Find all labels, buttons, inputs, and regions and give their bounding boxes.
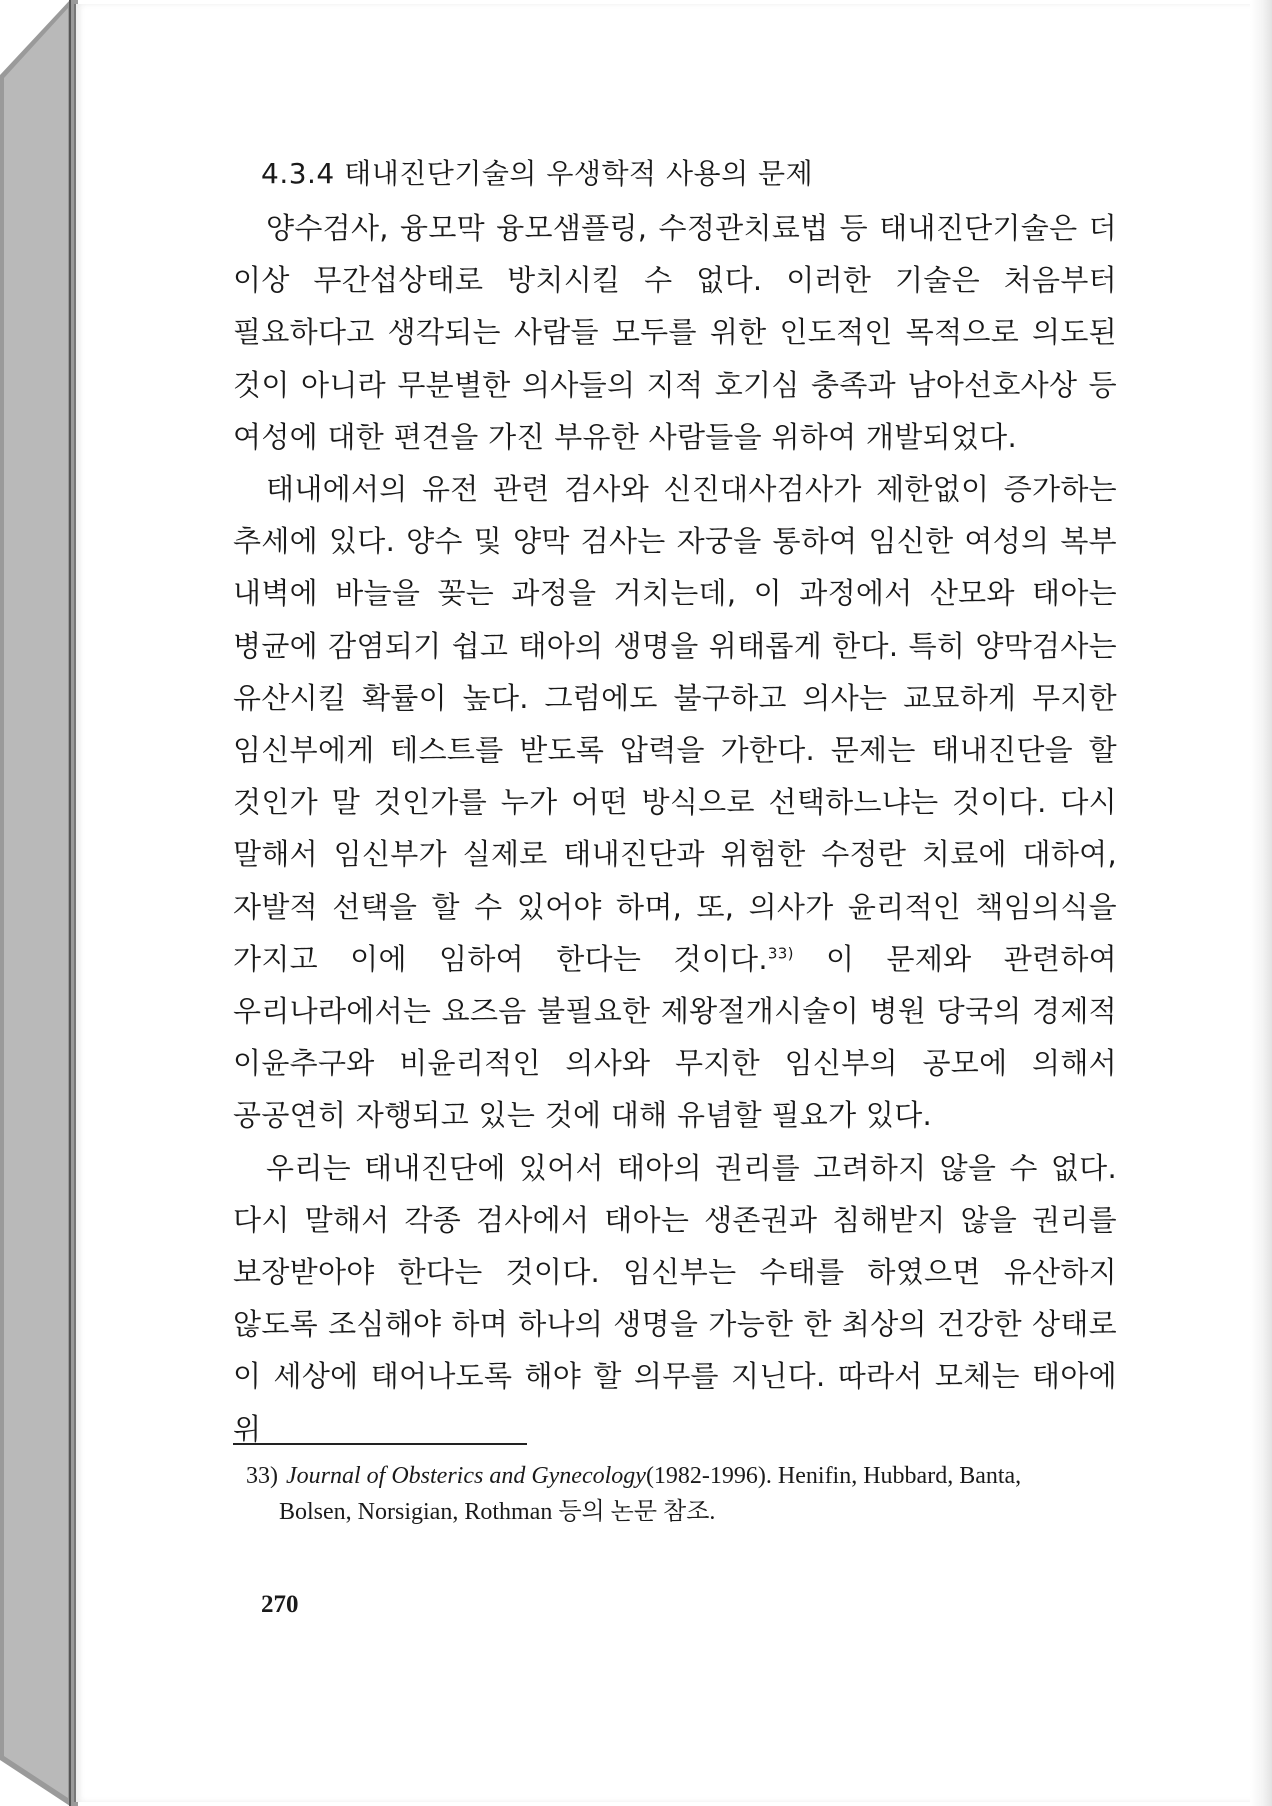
footnote-line2: Bolsen, Norsigian, Rothman 등의 논문 참조. xyxy=(279,1499,716,1525)
footnote-journal: Journal of Obsterics and Gynecology xyxy=(286,1463,646,1489)
page-number: 270 xyxy=(261,1591,299,1618)
paragraph-2 xyxy=(233,463,1117,1142)
footnote-reference: 33) xyxy=(767,944,794,963)
body-text xyxy=(233,152,1117,1455)
paragraph-2-text-b: 이 문제와 관련하여 우리나라에서는 요즈음 불필요한 제왕절개시술이 병원 당국의 경제적 이윤추구와 비윤리적인 의사와 무지한 임신부의 공모에 의해서 공공연히 자행되고 있는 것에 대해 유념할 필요가 있다. xyxy=(233,941,1117,1133)
section-heading: 4.3.4 태내진단기술의 우생학적 사용의 문제 xyxy=(261,157,814,190)
book-spine xyxy=(0,0,78,1806)
footnote-number: 33) xyxy=(246,1463,278,1489)
footnote xyxy=(246,1458,1117,1530)
paragraph-2-text-a: 태내에서의 유전 관련 검사와 신진대사검사가 제한없이 증가하는 추세에 있다. 양수 및 양막 검사는 자궁을 통하여 임신한 여성의 복부 내벽에 바늘을 꽂는 과정을 거치는데, 이 과정에서 산모와 태아는 병균에 감염되기 쉽고 태아의 생명을 위태롭게 한다. 특히 양막검사는 유산시킬 확률이 높다. 그럼에도 불구하고 의사는 교묘하게 무지한 임신부에게 테스트를 받도록 압력을 가한다. 문제는 태내진단을 할 것인가 말 것인가를 누가 어떤 방식으로 선택하느냐는 것이다. 다시 말해서 임신부가 실제로 태내진단과 위험한 수정란 치료에 대하여, 자발적 선택을 할 수 있어야 하며, 또, 의사가 윤리적인 책임의식을 가지고 이에 임하여 한다는 것이다. xyxy=(233,472,1117,976)
paragraph-3: 우리는 태내진단에 있어서 태아의 권리를 고려하지 않을 수 없다. 다시 말해서 각종 검사에서 태아는 생존권과 침해받지 않을 권리를 보장받아야 한다는 것이다. 임신부는 수태를 하였으면 유산하지 않도록 조심해야 하며 하나의 생명을 가능한 한 최상의 건강한 상태로 이 세상에 태어나도록 해야 할 의무를 지닌다. 따라서 모체는 태아에 위 xyxy=(233,1150,1117,1446)
footnote-divider xyxy=(233,1443,527,1445)
page-edge xyxy=(1250,0,1272,1806)
footnote-line1-rest: (1982-1996). Henifin, Hubbard, Banta, xyxy=(645,1463,1022,1489)
paragraph-1: 양수검사, 융모막 융모샘플링, 수정관치료법 등 태내진단기술은 더 이상 무간섭상태로 방치시킬 수 없다. 이러한 기술은 처음부터 필요하다고 생각되는 사람들 모두를 위한 인도적인 목적으로 의도된 것이 아니라 무분별한 의사들의 지적 호기심 충족과 남아선호사상 등 여성에 대한 편견을 가진 부유한 사람들을 위하여 개발되었다. xyxy=(233,211,1117,454)
